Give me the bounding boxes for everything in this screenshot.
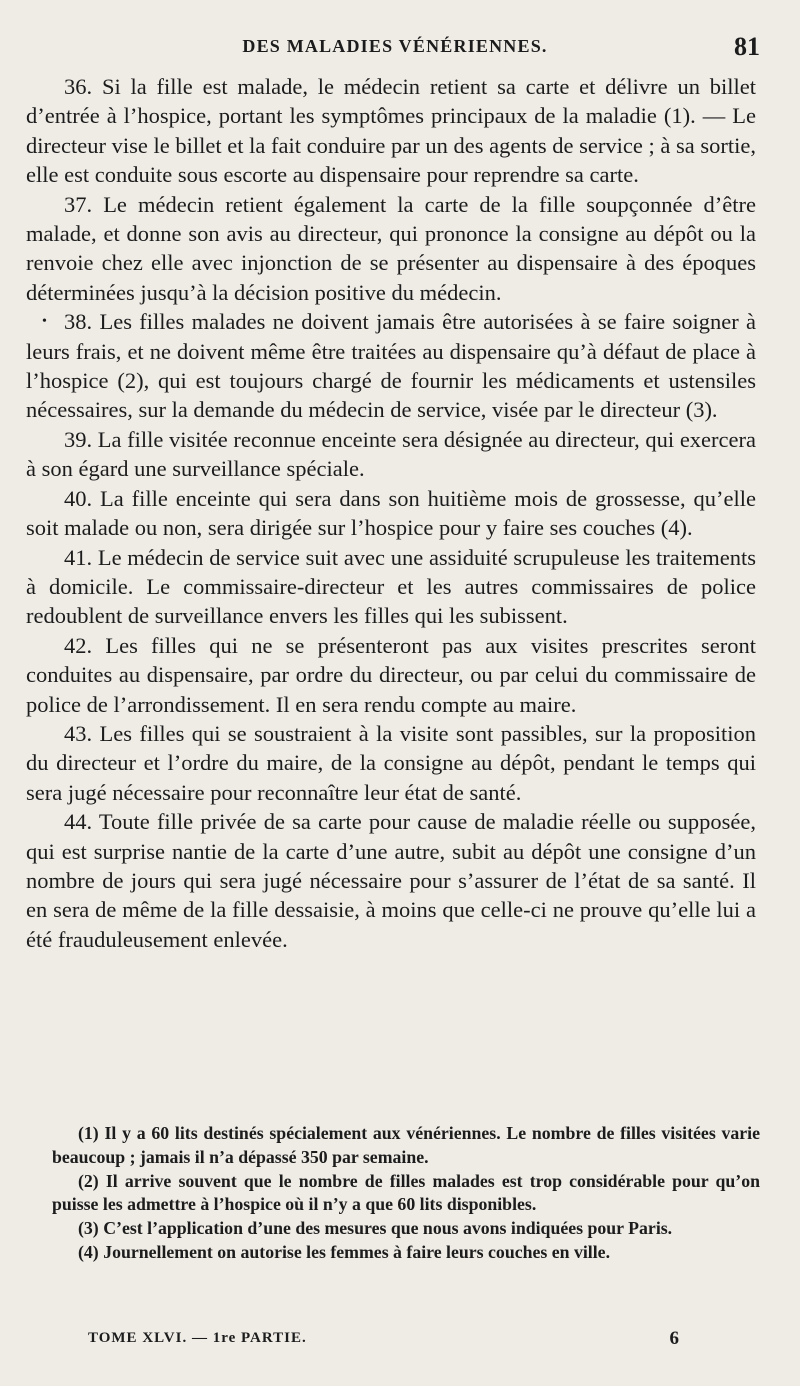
footnote-text: Il y a 60 lits destinés spécialement aux vénériennes. Le nombre de filles visitées varie beaucoup ; jamais il n’a dépassé 350 par semaine. bbox=[52, 1123, 760, 1167]
article-text: Si la fille est malade, le médecin retient sa carte et délivre un billet d’entrée à l’hospice, portant les symptômes principaux de la maladie (1). — Le directeur vise le billet et la fait conduire par un des agents de service ; à sa sortie, elle est conduite sous escorte au dispensaire pour reprendre sa carte. bbox=[26, 74, 756, 188]
article-39 bbox=[26, 425, 756, 484]
article-text: Les filles qui se soustraient à la visite sont passibles, sur la proposition du directeur et l’ordre du maire, de la consigne au dépôt, pendant le temps qui sera jugé nécessaire pour reconnaître leur état de santé. bbox=[26, 720, 756, 805]
footnote-1 bbox=[52, 1122, 760, 1170]
article-number: 44. bbox=[64, 809, 93, 835]
article-number: 43. bbox=[64, 720, 93, 746]
signature-mark: 6 bbox=[669, 1328, 680, 1349]
footnote-marker: (1) bbox=[78, 1123, 99, 1143]
running-title: DES MALADIES VÉNÉRIENNES. bbox=[242, 36, 548, 56]
article-text: Le médecin de service suit avec une assiduité scrupuleuse les traitements à domicile. Le commissaire-directeur et les autres commissaires de police redoublent de surveillance envers les filles qui les subissent. bbox=[26, 544, 756, 629]
footnote-marker: (4) bbox=[78, 1241, 99, 1262]
article-text: Les filles qui ne se présenteront pas aux visites prescrites seront conduites au dispensaire, par ordre du directeur, ou par celui du commissaire de police de l’arrondissement. Il en sera rendu compte au maire. bbox=[26, 632, 757, 717]
article-41 bbox=[26, 543, 756, 631]
article-44 bbox=[26, 807, 756, 954]
article-number: 42. bbox=[64, 632, 93, 658]
article-number: 37. bbox=[64, 191, 93, 217]
footnote-marker: (2) bbox=[78, 1170, 99, 1191]
article-number: 40. bbox=[64, 485, 93, 511]
article-37 bbox=[26, 190, 756, 308]
footnote-text: C’est l’application d’une des mesures que nous avons indiquées pour Paris. bbox=[103, 1218, 673, 1239]
footnote-2 bbox=[52, 1170, 760, 1218]
article-text: Le médecin retient également la carte de la fille soupçonnée d’être malade, et donne son avis au directeur, qui prononce la consigne au dépôt ou la renvoie chez elle avec injonction de se présenter au dispensaire à des époques déterminées jusqu’à la décision positive du médecin. bbox=[26, 191, 756, 305]
article-number: 41. bbox=[64, 544, 93, 570]
footnote-3 bbox=[52, 1217, 760, 1241]
page-footer bbox=[88, 1330, 680, 1354]
article-text: Toute fille privée de sa carte pour cause de maladie réelle ou supposée, qui est surprise nantie de la carte d’une autre, subit au dépôt une consigne d’un nombre de jours qui sera jugé nécessaire pour s’assurer de l’état de sa santé. Il en sera de même de la fille dessaisie, à moins que celle-ci ne prouve qu’elle lui a été frauduleusement enlevée. bbox=[26, 809, 756, 952]
article-text: Les filles malades ne doivent jamais être autorisées à se faire soigner à leurs frais, et ne doivent même être traitées au dispensaire qu’à défaut de place à l’hospice (2), qui est toujours chargé de fournir les médicaments et ustensiles nécessaires, sur la demande du médecin de service, visée par le directeur (3). bbox=[26, 309, 757, 423]
article-number: 38. bbox=[64, 309, 93, 335]
article-42 bbox=[26, 631, 756, 719]
volume-line: TOME XLVI. — 1re PARTIE. bbox=[88, 1330, 307, 1346]
footnote-4 bbox=[52, 1241, 760, 1265]
margin-dot: • bbox=[42, 314, 47, 330]
article-number: 39. bbox=[64, 426, 93, 452]
article-36 bbox=[26, 72, 756, 190]
page-number: 81 bbox=[734, 32, 760, 61]
article-text: La fille visitée reconnue enceinte sera désignée au directeur, qui exercera à son égard une surveillance spéciale. bbox=[26, 426, 756, 482]
article-43 bbox=[26, 719, 756, 807]
footnotes bbox=[52, 1122, 760, 1265]
article-38 bbox=[26, 307, 756, 425]
body-text bbox=[26, 72, 756, 954]
article-text: La fille enceinte qui sera dans son huitième mois de grossesse, qu’elle soit malade ou non, sera dirigée sur l’hospice pour y faire ses couches (4). bbox=[26, 485, 756, 541]
article-40 bbox=[26, 484, 756, 543]
running-head bbox=[30, 32, 760, 64]
footnote-marker: (3) bbox=[78, 1218, 99, 1239]
footnote-text: Journellement on autorise les femmes à faire leurs couches en ville. bbox=[103, 1241, 611, 1262]
article-number: 36. bbox=[64, 74, 93, 99]
footnote-text: Il arrive souvent que le nombre de filles malades est trop considérable pour qu’on puisse les admettre à l’hospice où il n’y a que 60 lits disponibles. bbox=[52, 1170, 760, 1215]
